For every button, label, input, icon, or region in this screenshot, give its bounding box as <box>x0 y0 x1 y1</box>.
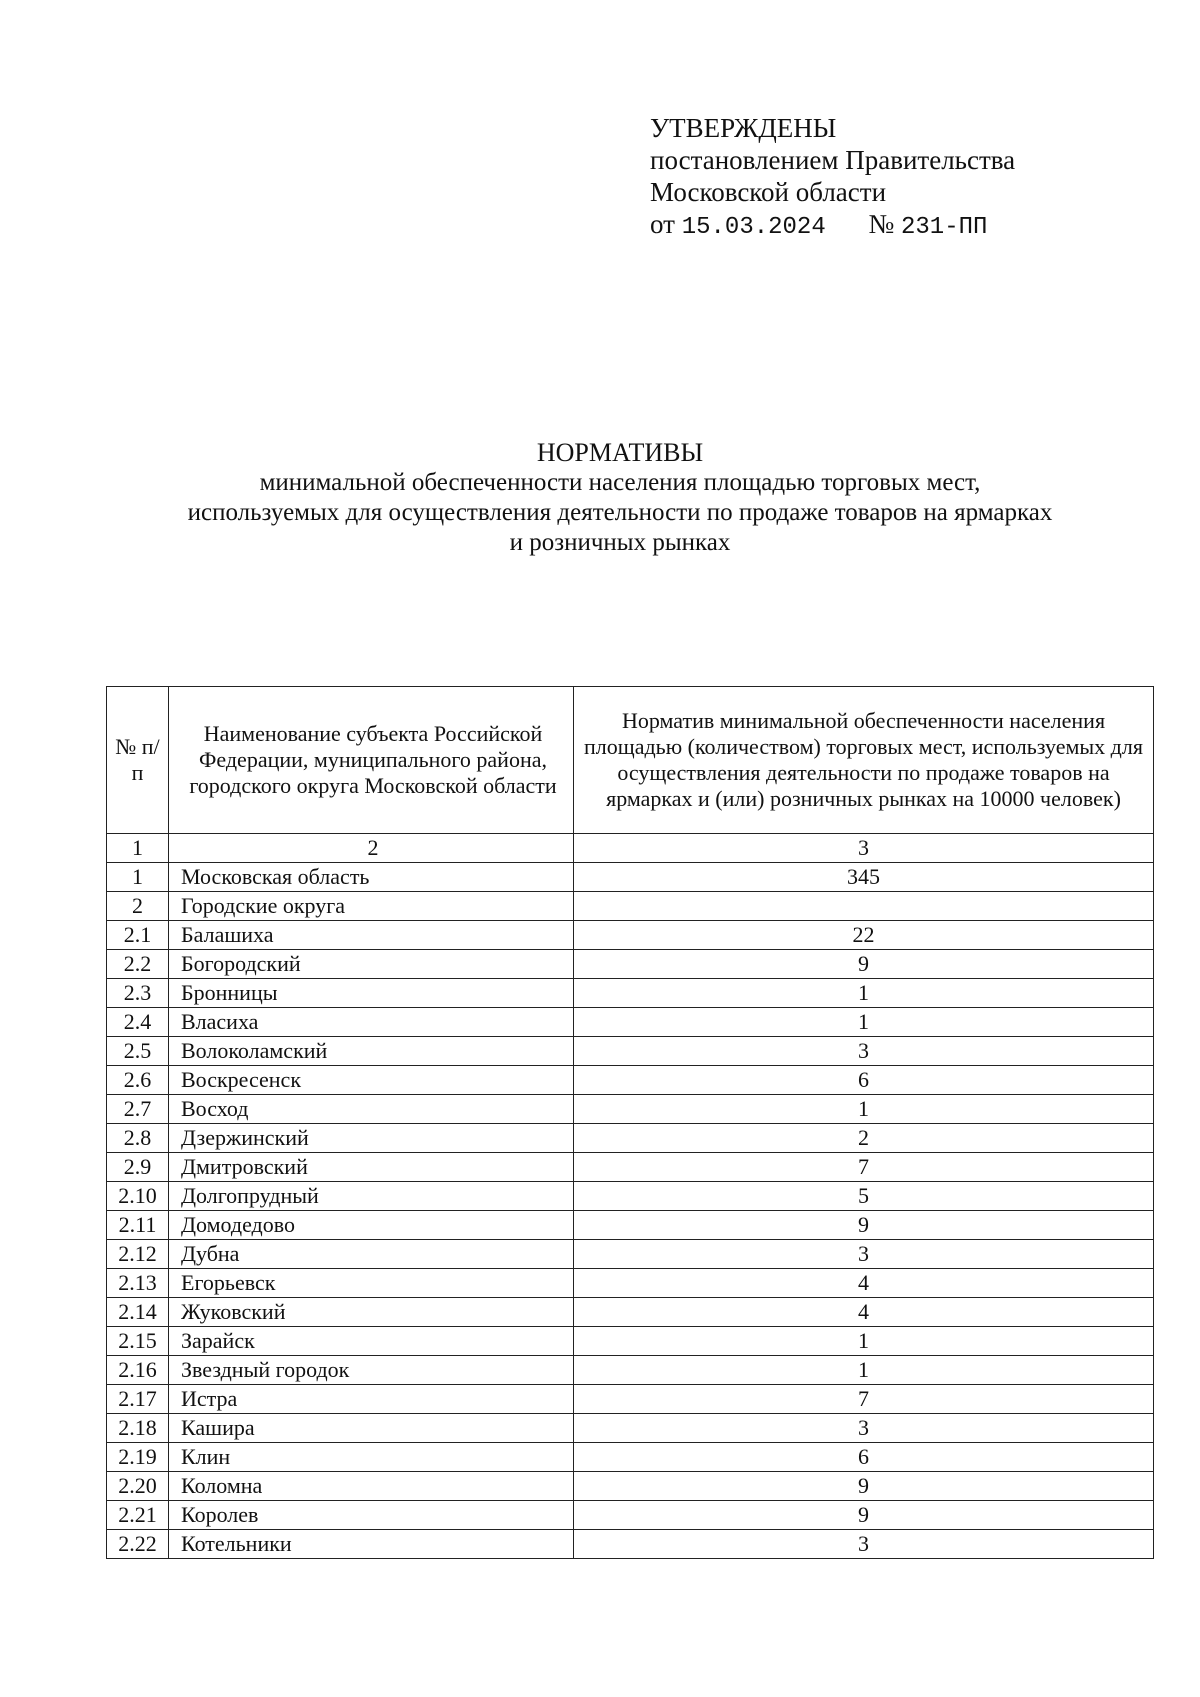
row-name: Котельники <box>169 1530 574 1559</box>
table-row <box>107 863 1154 892</box>
table-row <box>107 1008 1154 1037</box>
row-name: Жуковский <box>169 1298 574 1327</box>
row-name: Балашиха <box>169 921 574 950</box>
column-number-row <box>107 834 1154 863</box>
document-title-block <box>0 438 1200 558</box>
document-subtitle-line-2: используемых для осуществления деятельности по продаже товаров на ярмарках <box>187 499 1053 526</box>
document-subtitle-line-1: минимальной обеспеченности населения площадью торговых мест, <box>259 469 981 496</box>
row-number: 1 <box>107 863 169 892</box>
row-number: 2.14 <box>107 1298 169 1327</box>
table-row <box>107 1356 1154 1385</box>
row-number: 2.22 <box>107 1530 169 1559</box>
table-row <box>107 1327 1154 1356</box>
row-name: Дмитровский <box>169 1153 574 1182</box>
approval-line-decree: постановлением Правительства <box>650 145 1016 175</box>
row-name: Долгопрудный <box>169 1182 574 1211</box>
row-name: Зарайск <box>169 1327 574 1356</box>
row-value: 3 <box>574 1414 1154 1443</box>
approval-date-prefix: от <box>650 209 675 239</box>
row-name: Звездный городок <box>169 1356 574 1385</box>
row-name: Коломна <box>169 1472 574 1501</box>
table-row <box>107 1095 1154 1124</box>
document-title: НОРМАТИВЫ <box>536 438 704 467</box>
row-name: Власиха <box>169 1008 574 1037</box>
row-value: 4 <box>574 1298 1154 1327</box>
row-number: 2.5 <box>107 1037 169 1066</box>
row-value: 1 <box>574 1008 1154 1037</box>
row-value: 3 <box>574 1037 1154 1066</box>
table-row <box>107 1269 1154 1298</box>
approval-line-region: Московской области <box>650 177 887 207</box>
column-number-2: 2 <box>169 834 574 863</box>
row-value: 7 <box>574 1385 1154 1414</box>
table-row <box>107 1066 1154 1095</box>
table-row <box>107 1414 1154 1443</box>
row-value: 5 <box>574 1182 1154 1211</box>
row-value: 345 <box>574 863 1154 892</box>
approval-date-line <box>650 208 1015 244</box>
row-value: 1 <box>574 1327 1154 1356</box>
row-name: Егорьевск <box>169 1269 574 1298</box>
row-name: Домодедово <box>169 1211 574 1240</box>
row-number: 2.3 <box>107 979 169 1008</box>
table-row <box>107 1124 1154 1153</box>
table-row <box>107 950 1154 979</box>
row-name: Кашира <box>169 1414 574 1443</box>
row-value: 1 <box>574 979 1154 1008</box>
approval-stamp <box>650 112 1015 244</box>
row-value: 9 <box>574 1472 1154 1501</box>
approval-number-sign: № <box>868 209 895 239</box>
row-number: 2.12 <box>107 1240 169 1269</box>
row-number: 2 <box>107 892 169 921</box>
table-row <box>107 1240 1154 1269</box>
table-row <box>107 1530 1154 1559</box>
row-value: 22 <box>574 921 1154 950</box>
row-value: 1 <box>574 1095 1154 1124</box>
header-row <box>107 687 1154 834</box>
row-name: Восход <box>169 1095 574 1124</box>
norms-table-header <box>107 687 1154 834</box>
row-name: Истра <box>169 1385 574 1414</box>
row-number: 2.15 <box>107 1327 169 1356</box>
row-value: 6 <box>574 1443 1154 1472</box>
row-number: 2.9 <box>107 1153 169 1182</box>
table-row <box>107 1501 1154 1530</box>
norms-table-body <box>107 834 1154 1559</box>
table-row <box>107 892 1154 921</box>
row-value: 2 <box>574 1124 1154 1153</box>
row-number: 2.8 <box>107 1124 169 1153</box>
row-value: 9 <box>574 1211 1154 1240</box>
table-row <box>107 1298 1154 1327</box>
table-row <box>107 979 1154 1008</box>
row-number: 2.7 <box>107 1095 169 1124</box>
row-number: 2.11 <box>107 1211 169 1240</box>
column-number-1: 1 <box>107 834 169 863</box>
row-name: Королев <box>169 1501 574 1530</box>
norms-table <box>106 686 1154 1559</box>
document-subtitle-line-3: и розничных рынках <box>509 529 731 556</box>
row-name: Бронницы <box>169 979 574 1008</box>
row-name: Дубна <box>169 1240 574 1269</box>
row-value: 4 <box>574 1269 1154 1298</box>
row-name: Городские округа <box>169 892 574 921</box>
table-row <box>107 1037 1154 1066</box>
row-value: 3 <box>574 1530 1154 1559</box>
row-value <box>574 892 1154 921</box>
row-number: 2.19 <box>107 1443 169 1472</box>
header-name: Наименование субъекта Российской Федерации, муниципального района, городского округа Московской области <box>169 687 574 834</box>
approval-date: 15.03.2024 <box>681 214 826 241</box>
table-row <box>107 1472 1154 1501</box>
row-number: 2.16 <box>107 1356 169 1385</box>
row-number: 2.6 <box>107 1066 169 1095</box>
approval-number: 231-ПП <box>901 214 988 241</box>
row-number: 2.10 <box>107 1182 169 1211</box>
row-value: 6 <box>574 1066 1154 1095</box>
row-number: 2.13 <box>107 1269 169 1298</box>
row-name: Дзержинский <box>169 1124 574 1153</box>
table-row <box>107 1385 1154 1414</box>
row-name: Московская область <box>169 863 574 892</box>
table-row <box>107 1182 1154 1211</box>
row-value: 1 <box>574 1356 1154 1385</box>
row-name: Клин <box>169 1443 574 1472</box>
row-number: 2.17 <box>107 1385 169 1414</box>
row-value: 9 <box>574 1501 1154 1530</box>
row-value: 3 <box>574 1240 1154 1269</box>
approval-title: УТВЕРЖДЕНЫ <box>650 113 837 143</box>
row-value: 9 <box>574 950 1154 979</box>
row-number: 2.2 <box>107 950 169 979</box>
row-number: 2.21 <box>107 1501 169 1530</box>
table-row <box>107 1443 1154 1472</box>
table-row <box>107 921 1154 950</box>
row-name: Богородский <box>169 950 574 979</box>
header-value: Норматив минимальной обеспеченности населения площадью (количеством) торговых мест, используемых для осуществления деятельности по продаже товаров на ярмарках и (или) розничных рынках на 10000 человек) <box>574 687 1154 834</box>
row-value: 7 <box>574 1153 1154 1182</box>
header-num: № п/п <box>107 687 169 834</box>
row-number: 2.1 <box>107 921 169 950</box>
row-number: 2.20 <box>107 1472 169 1501</box>
row-name: Воскресенск <box>169 1066 574 1095</box>
column-number-3: 3 <box>574 834 1154 863</box>
table-row <box>107 1211 1154 1240</box>
table-row <box>107 1153 1154 1182</box>
row-number: 2.4 <box>107 1008 169 1037</box>
row-number: 2.18 <box>107 1414 169 1443</box>
row-name: Волоколамский <box>169 1037 574 1066</box>
